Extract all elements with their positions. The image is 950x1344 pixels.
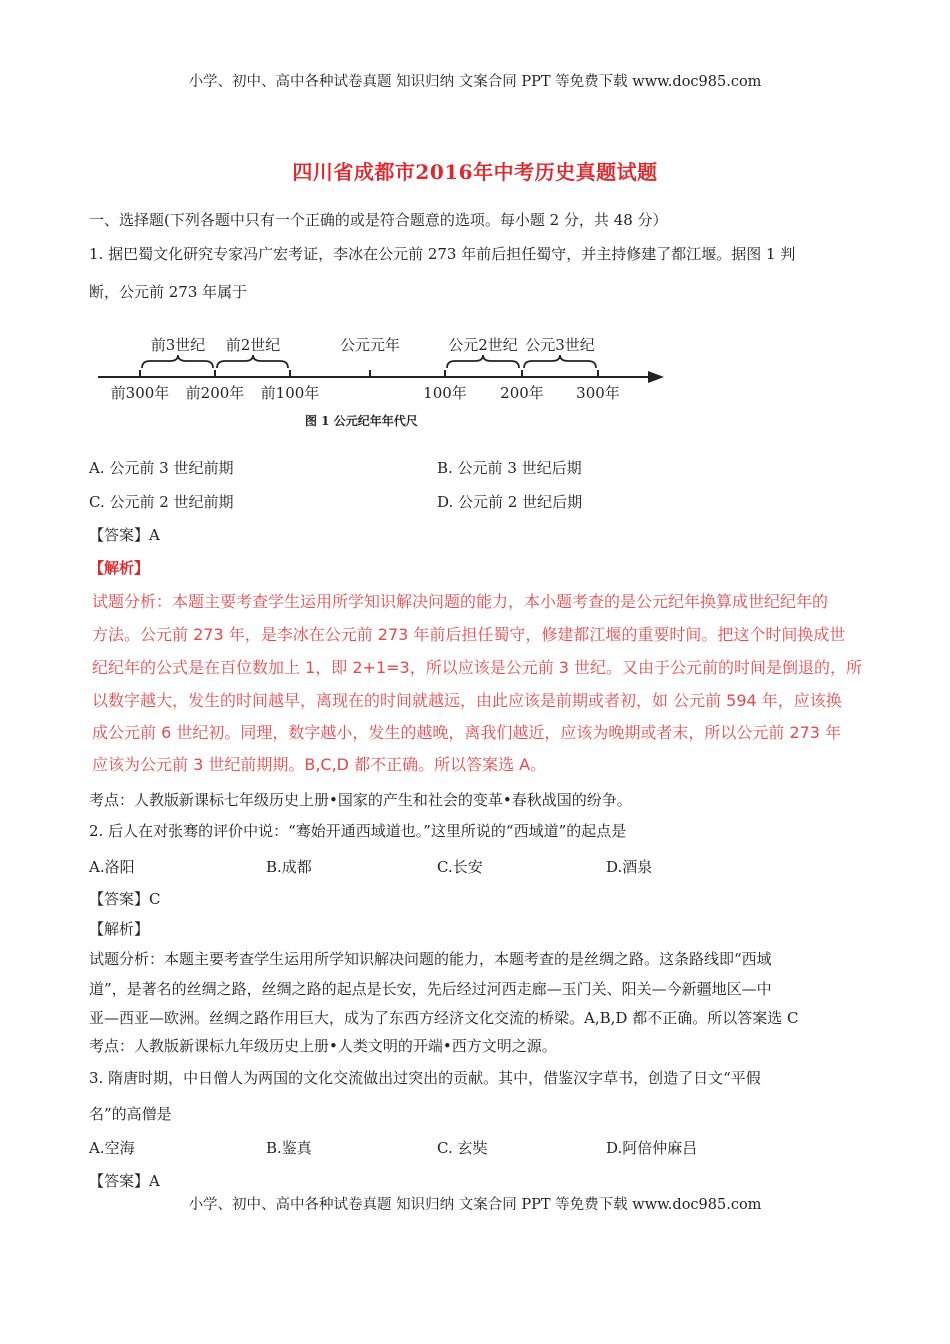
q2-stem: 2. 后人在对张骞的评价中说：“骞始开通西域道也。”这里所说的“西域道”的起点是: [89, 822, 627, 840]
q2-option-d: D.酒泉: [606, 858, 653, 876]
q3-stem-line1: 3. 隋唐时期，中日僧人为两国的文化交流做出过突出的贡献。其中，借鉴汉字草书，创造了日文“平假: [89, 1069, 761, 1087]
page-footer: 小学、初中、高中各种试卷真题 知识归纳 文案合同 PPT 等免费下载 www.doc985.com: [188, 1197, 762, 1213]
q1-analysis-line: 方法。公元前 273 年，是李冰在公元前 273 年前后担任蜀守，修建都江堰的重要时间。把这个时间换成世: [92, 625, 846, 644]
q1-analysis-line: 试题分析：本题主要考查学生运用所学知识解决问题的能力，本小题考查的是公元纪年换算成世纪纪年的: [92, 592, 829, 611]
q2-option-a: A.洛阳: [89, 858, 135, 876]
q2-analysis-line: 道”，是著名的丝绸之路，丝绸之路的起点是长安，先后经过河西走廊—玉门关、阳关—今新疆地区—中: [89, 980, 772, 998]
q1-analysis-line: 应该为公元前 3 世纪前期期。B,C,D 都不正确。所以答案选 A。: [92, 755, 547, 774]
q2-analysis-label: 【解析】: [89, 920, 150, 938]
q3-option-c: C. 玄奘: [437, 1139, 488, 1157]
q1-option-d: D. 公元前 2 世纪后期: [437, 493, 583, 511]
q3-answer: 【答案】A: [89, 1172, 160, 1190]
q1-option-a: A. 公元前 3 世纪前期: [89, 459, 234, 477]
year-ad100: 100年: [423, 384, 467, 402]
figure-caption: 图 1 公元纪年年代尺: [305, 414, 418, 428]
q1-answer: 【答案】A: [89, 526, 160, 544]
q1-kaodian: 考点：人教版新课标七年级历史上册•国家的产生和社会的变革•春秋战国的纷争。: [89, 791, 632, 809]
label-ad2: 公元2世纪: [448, 336, 518, 354]
brace-ad3: [524, 355, 596, 368]
q1-option-b: B. 公元前 3 世纪后期: [437, 459, 582, 477]
year-ad300: 300年: [576, 384, 620, 402]
q1-analysis-line: 成公元前 6 世纪初。同理，数字越小，发生的越晚，离我们越近，应该为晚期或者末，所以公元前 273 年: [92, 723, 842, 742]
q2-answer: 【答案】C: [89, 890, 161, 908]
q1-option-c: C. 公元前 2 世纪前期: [89, 493, 234, 511]
label-ad3: 公元3世纪: [525, 336, 595, 354]
q1-timeline-figure: [90, 330, 680, 440]
year-ad200: 200年: [500, 384, 544, 402]
q3-option-b: B.鉴真: [266, 1139, 312, 1157]
label-ad1: 公元元年: [339, 336, 401, 354]
label-bc3: 前3世纪: [150, 336, 206, 354]
year-bc200: 前200年: [185, 384, 245, 402]
q2-option-c: C.长安: [437, 858, 483, 876]
page-header: 小学、初中、高中各种试卷真题 知识归纳 文案合同 PPT 等免费下载 www.doc985.com: [188, 74, 762, 90]
year-bc100: 前100年: [260, 384, 320, 402]
q2-option-b: B.成都: [266, 858, 312, 876]
label-bc2: 前2世纪: [225, 336, 281, 354]
q1-stem-line1: 1. 据巴蜀文化研究专家冯广宏考证，李冰在公元前 273 年前后担任蜀守，并主持修建了都江堰。据图 1 判: [89, 245, 796, 263]
brace-bc2: [217, 355, 288, 368]
q2-analysis-line: 试题分析：本题主要考查学生运用所学知识解决问题的能力，本题考查的是丝绸之路。这条路线即“西域: [89, 950, 772, 968]
year-bc300: 前300年: [110, 384, 170, 402]
section-heading: 一、选择题(下列各题中只有一个正确的或是符合题意的选项。每小题 2 分，共 48 分）: [89, 211, 668, 229]
q1-analysis-label: 【解析】: [89, 559, 150, 577]
q3-stem-line2: 名”的高僧是: [89, 1105, 172, 1123]
brace-bc3: [142, 355, 213, 368]
page-title: 四川省成都市2016年中考历史真题试题: [292, 160, 658, 184]
q2-kaodian: 考点：人教版新课标九年级历史上册•人类文明的开端•西方文明之源。: [89, 1037, 557, 1055]
q3-option-d: D.阿倍仲麻吕: [606, 1139, 698, 1157]
brace-ad2: [447, 355, 519, 368]
q2-analysis-line: 亚—西亚—欧洲。丝绸之路作用巨大，成为了东西方经济文化交流的桥梁。A,B,D 都不正确。所以答案选 C: [89, 1009, 799, 1027]
q1-stem-line2: 断，公元前 273 年属于: [89, 283, 248, 301]
q1-analysis-line: 以数字越大，发生的时间越早，离现在的时间就越远，由此应该是前期或者初，如 公元前 594 年，应该换: [92, 691, 842, 710]
timeline-arrow-icon: [648, 371, 664, 383]
q1-analysis-line: 纪纪年的公式是在百位数加上 1，即 2+1=3，所以应该是公元前 3 世纪。又由于公元前的时间是倒退的，所: [92, 658, 863, 677]
q3-option-a: A.空海: [89, 1139, 135, 1157]
